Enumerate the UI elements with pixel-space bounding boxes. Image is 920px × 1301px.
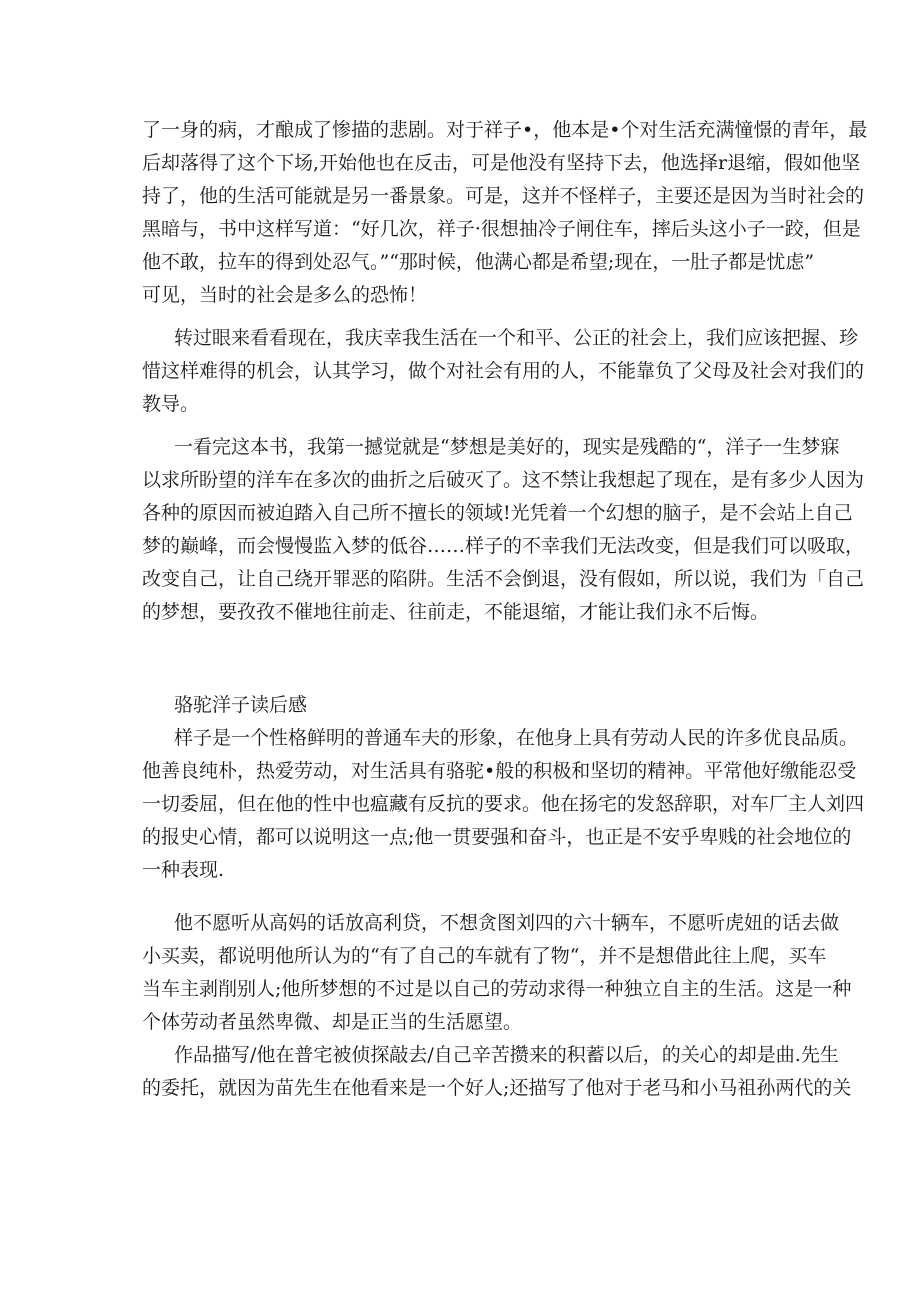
text-line: 了一身的病，才酿成了惨描的悲剧。对于祥子•，他本是•个对生活充满憧憬的青年，最 [142,119,868,141]
text-line: 他不敢，拉车的得到处忍气。”“那时候，他满心都是希望;现在，一肚子都是忧虑” [142,251,815,273]
paragraph-6 [142,1039,852,1105]
text-line: 梦的巅峰，而会慢慢监入梦的低谷……样子的不幸我们无法改变，但是我们可以吸取， [142,535,865,557]
text-line: 样子是一个性格鲜明的普通车夫的形象，在他身上具有劳动人民的许多优良品质。 [174,727,859,749]
text-line: 的梦想，要孜孜不催地往前走、往前走，不能退缩，才能让我们永不后悔。 [142,601,770,623]
spacer [142,312,782,322]
text-line: 持了，他的生活可能就是另一番景象。可是，这并不怪样子，主要还是因为当时社会的 [142,185,865,207]
text-line: 的报史心情，都可以说明这一点;他一贯要强和奋斗，也正是不安乎卑贱的社会地位的 [142,826,852,848]
spacer [142,629,782,671]
spacer [142,421,782,431]
text-line: 个体劳动者虽然卑微、却是正当的生活愿望。 [142,1011,523,1033]
paragraph-4 [142,722,865,887]
text-line: 作品描写/他在普宅被侦探敲去/自己辛苦攒来的积蓄以后，的关心的却是曲.先生 [174,1044,839,1066]
paragraph-2 [142,322,865,421]
text-line: 他不愿听从高妈的话放高利贷，不想贪图刘四的六十辆车，不愿听虎妞的话去做 [174,912,840,934]
text-line: 可见，当时的社会是多么的恐怖！ [142,284,428,306]
spacer [142,887,782,897]
text-line: 惜这样难得的机会，认其学习，做个对社会有用的人，不能靠负了父母及社会对我们的 [142,360,865,382]
text-line: 一看完这本书，我第一撼觉就是“梦想是美好的，现实是残酷的“，洋子一生梦寐 [174,436,840,458]
text-line: 改变自己，让自己绕开罪恶的陷阱。生活不会倒退，没有假如，所以说，我们为「自己 [142,568,865,590]
paragraph-5 [142,907,852,1039]
text-line: 的委托，就因为苗先生在他看来是一个好人;还描写了他对于老马和小马祖孙两代的关 [142,1077,852,1099]
text-line: 后却落得了这个下场,开始他也在反击，可是他没有坚持下去，他选择r退缩，假如他坚 [142,152,861,174]
section-heading: 骆驼洋子读后感 [174,694,308,716]
text-line: 一种表现. [142,859,225,881]
text-line: 各种的原因而被迫踏入自己所不擅长的领域!光凭着一个幻想的脑子，是不会站上自己 [142,502,853,524]
text-line: 他善良纯朴，热爱劳动，对生活具有骆驼•般的积极和坚切的精神。平常他好缴能忍受 [142,760,857,782]
paragraph-3 [142,431,865,629]
text-line: 转过眼来看看现在，我庆幸我生活在一个和平、公正的社会上，我们应该把握、珍 [174,327,859,349]
text-line: 以求所盼望的洋车在多次的曲折之后破灭了。这不禁让我想起了现在，是有多少人因为 [142,469,865,491]
text-line: 一切委屈，但在他的性中也瘟藏有反抗的要求。他在扬宅的发怒辞职，对车厂主人刘四 [142,793,865,815]
spacer [142,897,782,907]
text-line: 教导。 [142,393,200,415]
text-line: 黑暗与，书中这样写道：“好几次，祥子·很想抽冷子闸住车，摔后头这小子一跤，但是 [142,218,861,240]
document-body [142,114,868,1105]
paragraph-1 [142,114,868,312]
text-line: 小买卖，都说明他所认为的“有了自己的车就有了物“，并不是想借此往上爬，买车 [142,945,827,967]
text-line: 当车主剥削别人;他所梦想的不过是以自己的劳动求得一种独立自主的生活。这是一种 [142,978,852,1000]
